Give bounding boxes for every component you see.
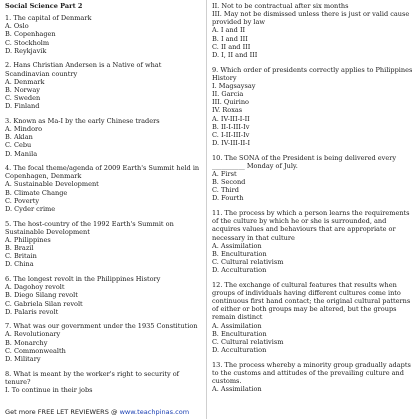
- question-block: [5, 275, 201, 316]
- question-block: [212, 154, 415, 203]
- answer-option: B. Monarchy: [5, 338, 48, 347]
- question-block: [212, 66, 415, 148]
- question-block: [5, 61, 201, 110]
- answer-option: D. Acculturation: [212, 266, 267, 275]
- left-column: [5, 2, 201, 401]
- answer-option: D. Cyder crime: [5, 204, 56, 213]
- question-text: 6. The longest revolt in the Philippines History: [5, 275, 161, 284]
- right-question-list: [212, 2, 415, 393]
- answer-option: A. Dagohoy revolt: [5, 283, 65, 292]
- question-text: 5. The host-country of the 1992 Earth's Summit on Sustainable Development: [5, 219, 174, 236]
- question-block: [212, 2, 415, 59]
- question-text: 1. The capital of Denmark: [5, 14, 92, 23]
- question-block: [5, 370, 201, 394]
- answer-option: C. Cultural relativism: [212, 258, 284, 267]
- answer-option: D. I, II and III: [212, 50, 258, 59]
- question-text: 8. What is meant by the worker's right to security of tenure?: [5, 369, 180, 386]
- answer-option: III. May not be dismissed unless there is just or valid cause provided by law: [212, 10, 410, 27]
- question-block: [5, 322, 201, 363]
- answer-option: D. Manila: [5, 149, 38, 158]
- answer-option: B. Norway: [5, 85, 40, 94]
- answer-option: B. Copenhagen: [5, 30, 56, 39]
- question-block: [212, 361, 415, 394]
- answer-option: I. Magsaysay: [212, 81, 256, 90]
- footer-text: Get more FREE LET REVIEWERS @: [5, 408, 120, 416]
- question-text: 7. What was our government under the 1935 Constitution: [5, 322, 198, 331]
- document-title: Social Science Part 2: [5, 2, 83, 10]
- answer-option: D. Palaris revolt: [5, 307, 59, 316]
- answer-option: A. I and II: [212, 26, 246, 35]
- answer-option: I. To continue in their jobs: [5, 385, 93, 394]
- question-block: [212, 209, 415, 274]
- answer-option: C. I-II-III-Iv: [212, 130, 250, 139]
- answer-option: B. Aklan: [5, 133, 33, 142]
- answer-option: C. Cebu: [5, 141, 32, 150]
- question-block: [212, 281, 415, 354]
- question-block: [5, 117, 201, 158]
- column-divider: [206, 0, 207, 419]
- answer-option: C. Poverty: [5, 196, 40, 205]
- question-block: [5, 164, 201, 213]
- answer-option: B. Enculturation: [212, 249, 267, 258]
- question-block: [5, 220, 201, 269]
- answer-option: A. Philippines: [5, 235, 51, 244]
- answer-option: A. Mindoro: [5, 125, 43, 134]
- answer-option: D. IV-III-II-I: [212, 139, 251, 147]
- answer-option: D. Reykjavik: [5, 46, 47, 55]
- answer-option: D. Finland: [5, 102, 40, 111]
- question-text: 4. The focal theme/agenda of 2009 Earth's Summit held in Copenhagen, Denmark: [5, 164, 200, 181]
- answer-option: A. Assimilation: [212, 241, 262, 250]
- answer-option: A. Assimilation: [212, 385, 262, 394]
- question-text: 3. Known as Ma-I by the early Chinese traders: [5, 116, 160, 125]
- answer-option: B. Second: [212, 178, 246, 187]
- footer: [5, 408, 189, 416]
- answer-option: A. Sustainable Development: [5, 180, 99, 189]
- answer-option: B. II-I-III-Iv: [212, 122, 250, 131]
- answer-option: A. Denmark: [5, 77, 45, 86]
- answer-option: D. Acculturation: [212, 346, 267, 355]
- question-text: 2. Hans Christian Andersen is a Native of what Scandinavian country: [5, 61, 162, 78]
- question-text: 10. The SONA of the President is being delivered every __________ Monday of July.: [212, 153, 397, 170]
- left-question-list: [5, 14, 201, 394]
- answer-option: A. IV-III-I-II: [212, 114, 250, 123]
- answer-option: A. Assimilation: [212, 321, 262, 330]
- answer-option: D. China: [5, 260, 34, 269]
- answer-option: C. Sweden: [5, 94, 41, 103]
- question-text: 12. The exchange of cultural features that results when groups of individuals having different cultures come into continuous first hand contact; the original cultural patterns of either or both groups may be altered, but the groups remain distinct: [212, 280, 411, 322]
- question-text: 9. Which order of presidents correctly applies to Philippines History: [212, 65, 413, 82]
- answer-option: II. Garcia: [212, 90, 244, 99]
- answer-option: B. I and III: [212, 34, 248, 43]
- answer-option: A. Revolutionary: [5, 330, 61, 339]
- question-text: 11. The process by which a person learns the requirements of the culture by which he or she is surrounded, and acquires values and behaviours that are appropriate or necessary in that culture: [212, 209, 410, 242]
- answer-option: C. Britain: [5, 252, 37, 261]
- question-block: [5, 14, 201, 55]
- answer-option: B. Brazil: [5, 244, 34, 253]
- answer-option: C. Commonwealth: [5, 346, 66, 355]
- answer-option: B. Enculturation: [212, 329, 267, 338]
- answer-option: C. Third: [212, 186, 239, 195]
- footer-link[interactable]: www.teachpinas.com: [119, 408, 190, 416]
- answer-option: A. Oslo: [5, 22, 29, 31]
- answer-option: IV. Roxas: [212, 106, 243, 115]
- answer-option: D. Fourth: [212, 194, 244, 203]
- answer-option: III. Quirino: [212, 98, 249, 107]
- answer-option: A. First: [212, 169, 237, 178]
- answer-option: C. Stockholm: [5, 38, 50, 47]
- answer-option: II. Not to be contractual after six months: [212, 2, 349, 10]
- question-text: 13. The process whereby a minority group gradually adapts to the customs and attitudes of the prevailing culture and customs.: [212, 360, 411, 386]
- answer-option: D. Military: [5, 354, 41, 363]
- right-column: [212, 2, 415, 400]
- answer-option: C. II and III: [212, 42, 251, 51]
- answer-option: B. Climate Change: [5, 188, 68, 197]
- answer-option: C. Gabriela Silan revolt: [5, 299, 83, 308]
- answer-option: C. Cultural relativism: [212, 337, 284, 346]
- answer-option: B. Diego Silang revolt: [5, 291, 78, 300]
